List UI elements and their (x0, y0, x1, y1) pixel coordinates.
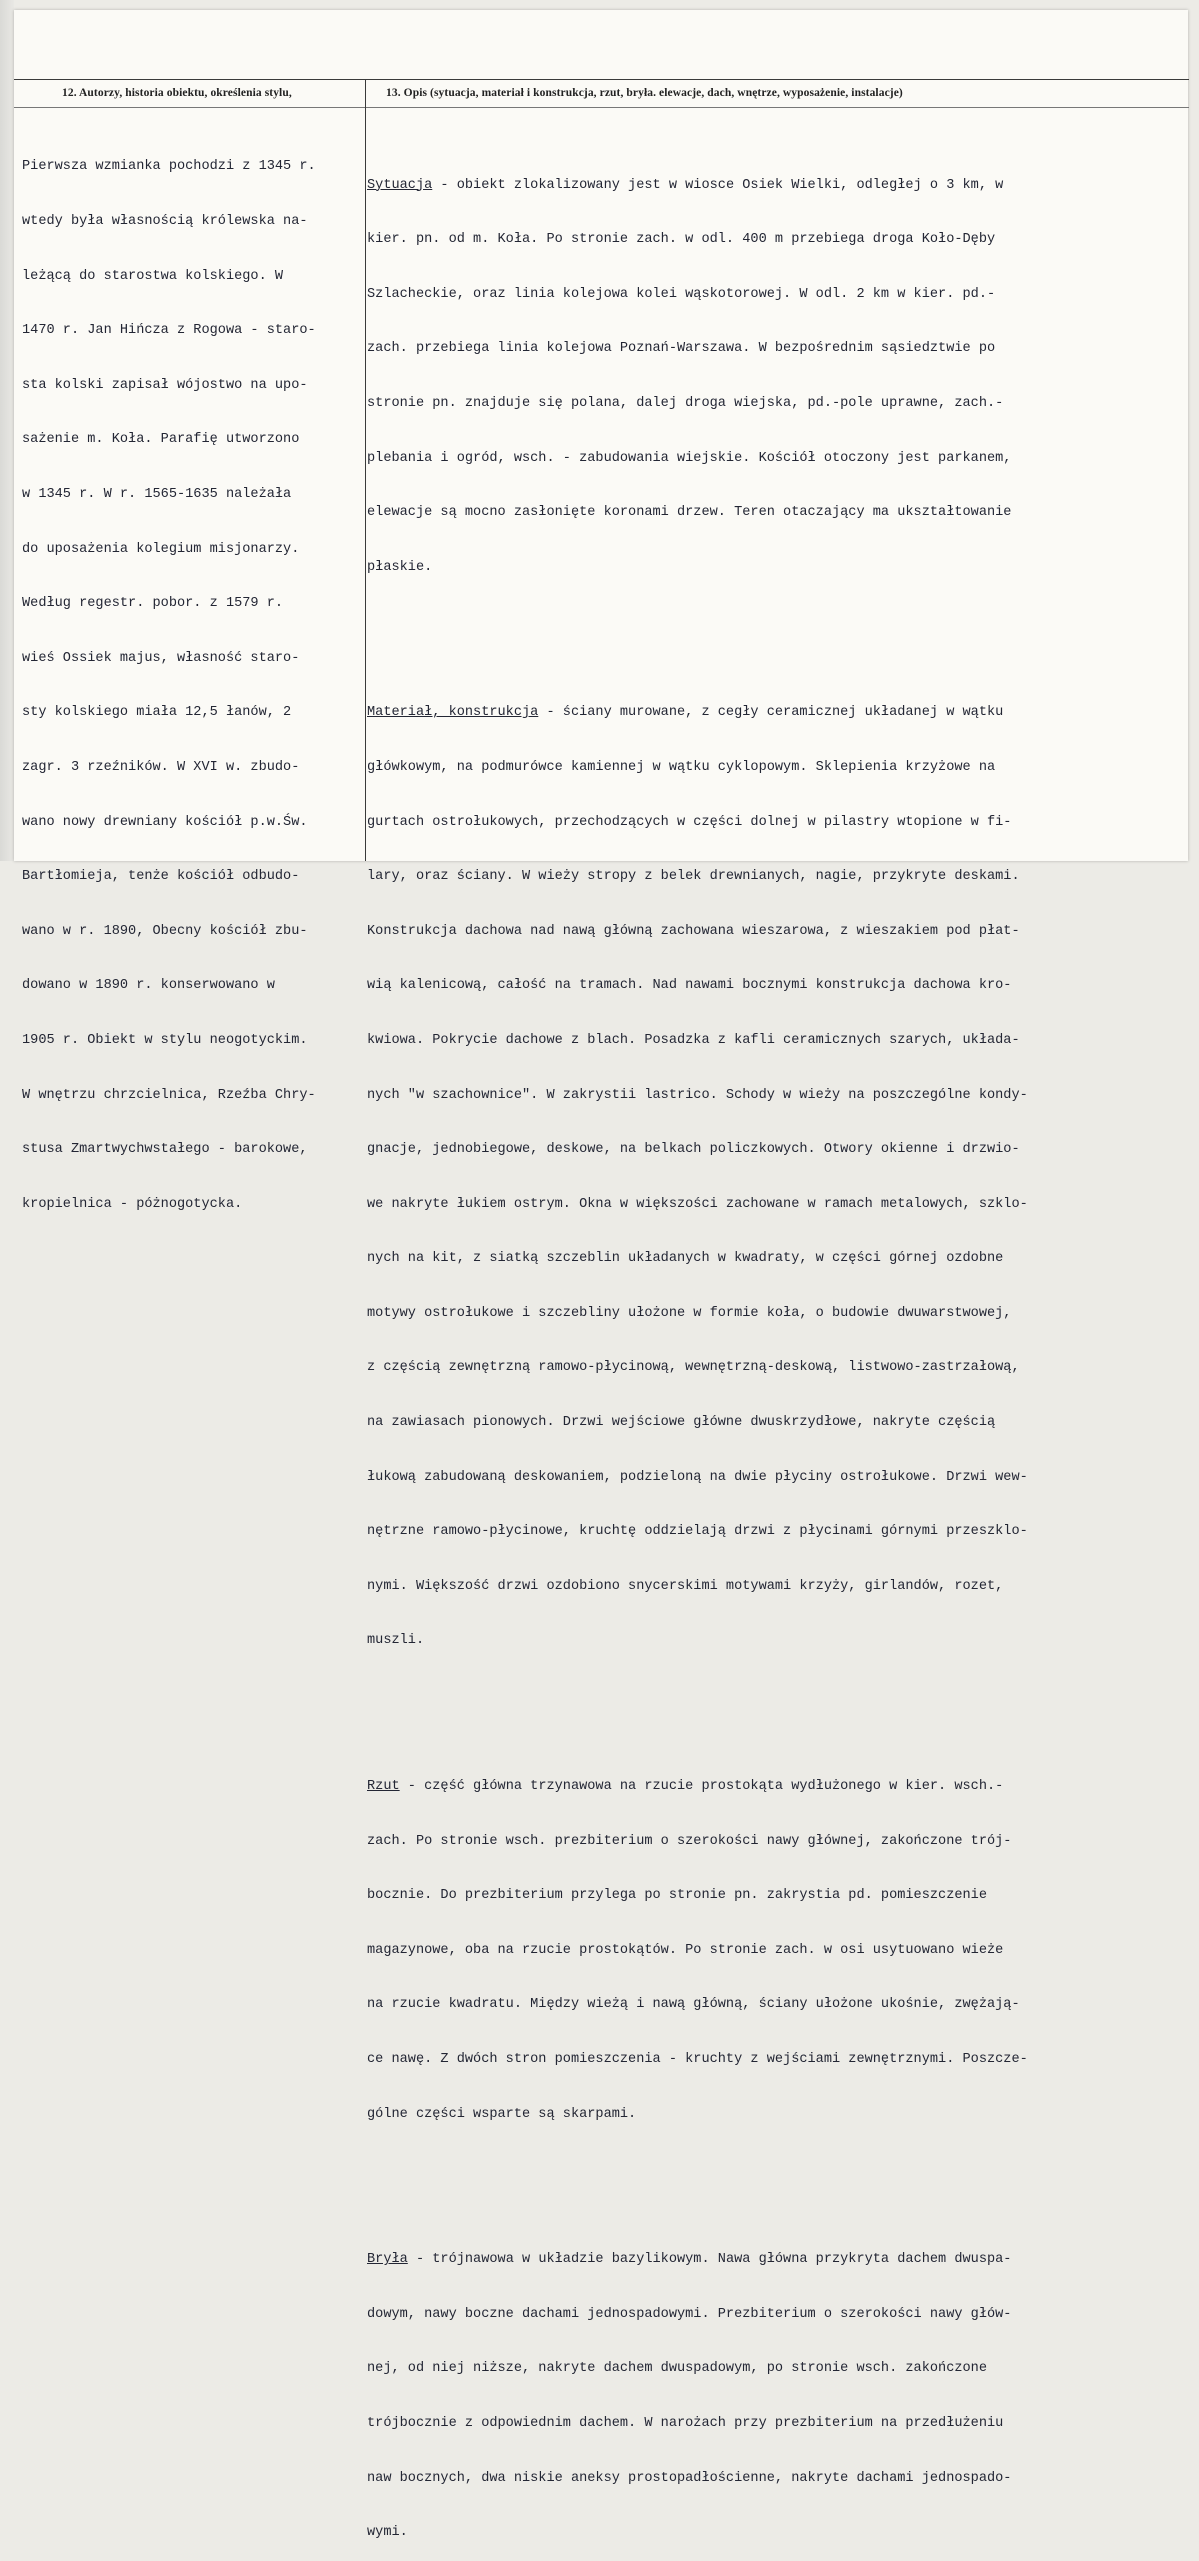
section-material-line: nych na kit, z siatką szczeblin układanych w kwadraty, w części górnej ozdobne (367, 1251, 1004, 1267)
section-material-line: z częścią zewnętrzną ramowo-płycinową, wewnętrzną-deskową, listwowo-zastrzałową, (367, 1360, 1020, 1376)
section-material-line: kwiowa. Pokrycie dachowe z blach. Posadzka z kafli ceramicznych szarych, układa- (367, 1032, 1020, 1048)
section-term-material: Materiał, konstrukcja (367, 705, 539, 721)
section-rzut-line: magazynowe, oba na rzucie prostokątów. Po stronie zach. w osi usytuowano wieże (367, 1942, 1004, 1958)
column-divider (365, 79, 366, 861)
section-sytuacja-line: zach. przebiega linia kolejowa Poznań-Warszawa. W bezpośrednim sąsiedztwie po (367, 341, 996, 357)
section-rzut-line: bocznie. Do prezbiterium przylega po stronie pn. zakrystia pd. pomieszczenie (367, 1888, 987, 1904)
section-rzut-line: na rzucie kwadratu. Między wieżą i nawą główną, ściany ułożone ukośnie, zwężają- (367, 1997, 1020, 2013)
header-top-rule (14, 79, 1189, 80)
left-line: wtedy była własnością królewska na- (22, 214, 308, 229)
left-line: sty kolskiego miała 12,5 łanów, 2 (22, 705, 292, 721)
section-sytuacja-line: stronie pn. znajduje się polana, dalej droga wiejska, pd.-pole uprawne, zach.- (367, 395, 1004, 411)
section-sytuacja-line: Szlacheckie, oraz linia kolejowa kolei wąskotorowej. W odl. 2 km w kier. pd.- (367, 286, 996, 302)
section-rzut-line: zach. Po stronie wsch. prezbiterium o szerokości nawy głównej, zakończone trój- (367, 1833, 1012, 1849)
section-material-line: wią kalenicową, całość na tramach. Nad nawami bocznymi konstrukcja dachowa kro- (367, 978, 1012, 994)
section-bryla-line: naw bocznych, dwa niskie aneksy prostopadłościenne, nakryte dachami jednospado- (367, 2470, 1012, 2486)
section-material-line: muszli. (367, 1633, 425, 1649)
left-line: w 1345 r. W r. 1565-1635 należała (22, 486, 292, 502)
right-column-text (367, 122, 1028, 2561)
section-rzut-line: gólne części wsparte są skarpami. (367, 2106, 637, 2122)
section-sytuacja-line: kier. pn. od m. Koła. Po stronie zach. w odl. 400 m przebiega droga Koło-Dęby (367, 232, 996, 248)
left-line: wano nowy drewniany kościół p.w.Św. (22, 814, 308, 830)
left-line: 1905 r. Obiekt w stylu neogotyckim. (22, 1032, 308, 1048)
section-material-line: Konstrukcja dachowa nad nawą główną zachowana wieszarowa, z wieszakiem pod płat- (367, 923, 1020, 939)
left-line: Bartłomieja, tenże kościół odbudo- (22, 869, 300, 885)
section-material-line: łukową zabudowaną deskowaniem, podzieloną na dwie płyciny ostrołukowe. Drzwi wew- (367, 1469, 1028, 1485)
left-line: Według regestr. pobor. z 1579 r. (22, 596, 284, 612)
section-material-line: motywy ostrołukowe i szczebliny ułożone w formie koła, o budowie dwuwarstwowej, (367, 1305, 1012, 1321)
section-sytuacja-line: płaskie. (367, 559, 433, 575)
section-material-line: nych "w szachownice". W zakrystii lastrico. Schody w wieży na poszczególne kondy- (367, 1087, 1028, 1103)
section-sytuacja-line: Sytuacja - obiekt zlokalizowany jest w wiosce Osiek Wielki, odległej o 3 km, w (367, 177, 1004, 193)
section-bryla-line: Bryła - trójnawowa w układzie bazylikowym. Nawa główna przykryta dachem dwuspa- (367, 2252, 1012, 2268)
left-line: leżącą do starostwa kolskiego. W (22, 268, 284, 284)
left-line: dowano w 1890 r. konserwowano w (22, 978, 275, 994)
header-left-label: 12. Autorzy, historia obiektu, określenia stylu, (62, 87, 292, 99)
section-material-line: we nakryte łukiem ostrym. Okna w większości zachowane w ramach metalowych, szklo- (367, 1196, 1028, 1212)
left-line: sażenie m. Koła. Parafię utworzono (22, 432, 300, 448)
left-line: do uposażenia kolegium misjonarzy. (22, 541, 300, 557)
section-sytuacja-line: plebania i ogród, wsch. - zabudowania wiejskie. Kościół otoczony jest parkanem, (367, 450, 1012, 466)
section-material-line: nymi. Większość drzwi ozdobiono snycerskimi motywami krzyży, girlandów, rozet, (367, 1578, 1004, 1594)
section-material-line: na zawiasach pionowych. Drzwi wejściowe główne dwuskrzydłowe, nakryte częścią (367, 1415, 996, 1431)
header-bottom-rule (14, 107, 1189, 108)
left-line: zagr. 3 rzeźników. W XVI w. zbudo- (22, 759, 300, 775)
section-rzut-line: ce nawę. Z dwóch stron pomieszczenia - kruchty z wejściami zewnętrznymi. Poszcze- (367, 2052, 1028, 2068)
left-line: wieś Ossiek majus, własność staro- (22, 650, 300, 666)
section-material-line: gurtach ostrołukowych, przechodzących w części dolnej w pilastry wtopione w fi- (367, 814, 1012, 830)
scan-edge (0, 0, 14, 861)
left-line: sta kolski zapisał wójostwo na upo- (22, 377, 308, 393)
section-material-line: nętrzne ramowo-płycinowe, kruchtę oddzielają drzwi z płycinami górnymi przeszklo- (367, 1524, 1028, 1540)
section-term-rzut: Rzut (367, 1779, 400, 1795)
section-bryla-line: trójbocznie z odpowiednim dachem. W narożach przy prezbiterium na przedłużeniu (367, 2415, 1004, 2431)
section-bryla-line: wymi. (367, 2525, 408, 2541)
left-line: wano w r. 1890, Obecny kościół zbu- (22, 923, 308, 939)
left-column-text (22, 122, 316, 1232)
left-line: kropielnica - póżnogotycka. (22, 1196, 243, 1212)
section-term-bryla: Bryła (367, 2252, 408, 2268)
left-line: stusa Zmartwychwstałego - barokowe, (22, 1142, 308, 1158)
left-line: W wnętrzu chrzcielnica, Rzeźba Chry- (22, 1087, 316, 1103)
section-rzut-line: Rzut - część główna trzynawowa na rzucie prostokąta wydłużonego w kier. wsch.- (367, 1779, 1004, 1795)
section-term-sytuacja: Sytuacja (367, 177, 433, 193)
section-bryla-line: nej, od niej niższe, nakryte dachem dwuspadowym, po stronie wsch. zakończone (367, 2361, 987, 2377)
section-sytuacja-line: elewacje są mocno zasłonięte koronami drzew. Teren otaczający ma ukształtowanie (367, 505, 1012, 521)
section-material-line: lary, oraz ściany. W wieży stropy z belek drewnianych, nagie, przykryte deskami. (367, 869, 1020, 885)
section-bryla-line: dowym, nawy boczne dachami jednospadowymi. Prezbiterium o szerokości nawy głów- (367, 2306, 1012, 2322)
header-right-label: 13. Opis (sytuacja, materiał i konstrukcja, rzut, bryła. elewacje, dach, wnętrze, wyposażenie, instalacje) (386, 87, 903, 99)
left-line: 1470 r. Jan Hińcza z Rogowa - staro- (22, 323, 316, 339)
section-material-line: Materiał, konstrukcja - ściany murowane, z cegły ceramicznej układanej w wątku (367, 705, 1004, 721)
section-material-line: główkowym, na podmurówce kamiennej w wątku cyklopowym. Sklepienia krzyżowe na (367, 759, 996, 775)
left-line: Pierwsza wzmianka pochodzi z 1345 r. (22, 159, 316, 175)
section-material-line: gnacje, jednobiegowe, deskowe, na belkach policzkowych. Otwory okienne i drzwio- (367, 1142, 1020, 1158)
